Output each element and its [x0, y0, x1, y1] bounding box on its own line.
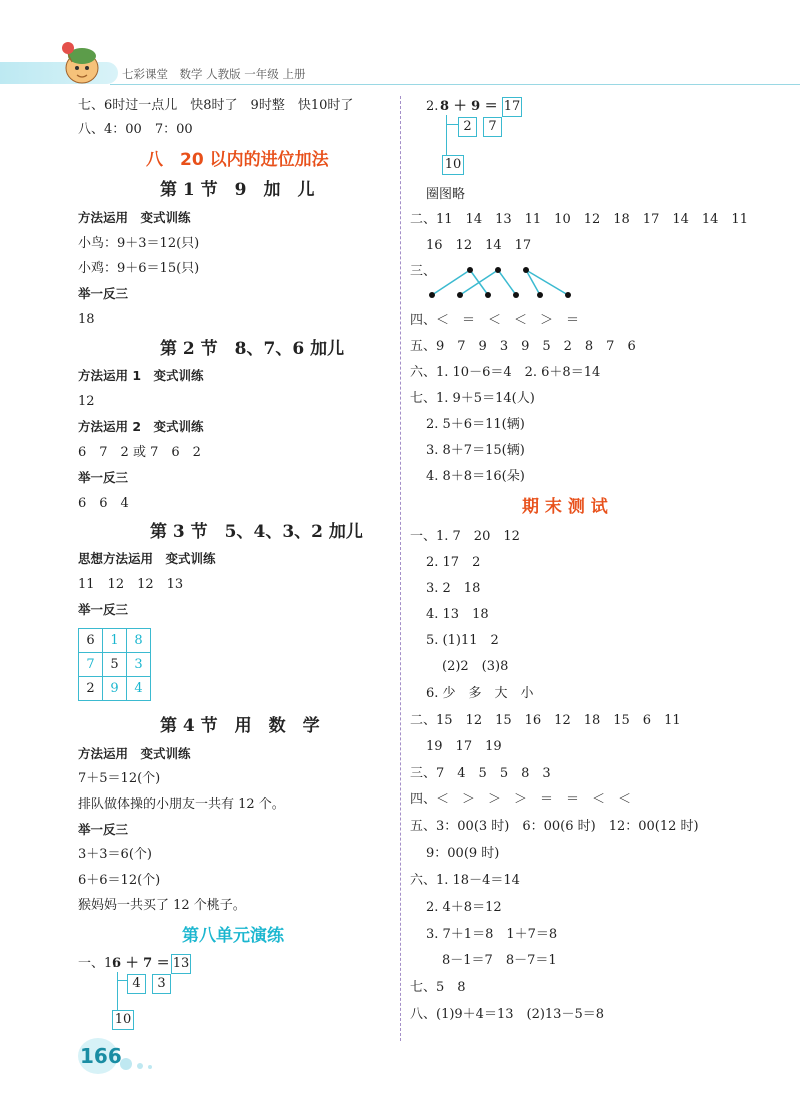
page-number: 166 [80, 1044, 122, 1068]
answer-line: 8－1＝7 8－7＝1 [442, 953, 557, 968]
answer-line: 四、＜ ＞ ＞ ＞ ＝ ＝ ＜ ＜ [410, 792, 632, 807]
answer-line: 小鸟：9＋3＝12(只) [78, 236, 200, 251]
connector-line [117, 972, 118, 1010]
answer-line: 11 12 12 13 [78, 577, 184, 592]
header-title: 七彩课堂 数学 人教版 一年级 上册 [122, 67, 306, 81]
result-box: 13 [171, 954, 191, 974]
grid-cell: 6 [79, 629, 103, 653]
exercise-prefix: 2. [426, 99, 439, 114]
unit-title: 第八单元演练 [182, 926, 284, 946]
matching-diagram [420, 262, 580, 302]
subheading: 思想方法运用 变式训练 [78, 551, 216, 566]
answer-line: 2. 17 2 [426, 555, 481, 570]
part-box: 10 [442, 155, 464, 175]
grid-cell: 9 [103, 677, 127, 701]
answer-line: 6＋6＝12(个) [78, 873, 161, 888]
answer-line: 3＋3＝6(个) [78, 847, 152, 862]
answer-line: 5. (1)11 2 [426, 633, 499, 648]
answer-line: 四、＜ ＝ ＜ ＜ ＞ ＝ [410, 313, 580, 328]
subheading: 方法运用 变式训练 [78, 746, 191, 761]
answer-line: 3. 7＋1＝8 1＋7＝8 [426, 927, 558, 942]
answer-line: 猴妈妈一共买了 12 个桃子。 [78, 898, 246, 913]
part-box: 7 [483, 117, 502, 137]
grid-cell: 3 [127, 653, 151, 677]
answer-line: 排队做体操的小朋友一共有 12 个。 [78, 797, 285, 812]
section-title: 第 4 节 用 数 学 [160, 716, 320, 736]
header-underline [110, 84, 800, 85]
answer-line: 一、1. 7 20 12 [410, 529, 520, 544]
answer-line: 五、3：00(3 时) 6：00(6 时) 12：00(12 时) [410, 819, 699, 834]
answer-line: 2. 4＋8＝12 [426, 900, 502, 915]
column-divider [400, 96, 401, 1041]
grid-cell: 8 [127, 629, 151, 653]
chapter-title: 八 20 以内的进位加法 [146, 150, 329, 170]
answer-line: 6. 少 多 大 小 [426, 686, 534, 701]
mascot-icon [56, 40, 106, 88]
answer-line: 二、15 12 15 16 12 18 15 6 11 [410, 713, 681, 728]
connector-line [446, 115, 447, 155]
answer-line: 6 7 2 或 7 6 2 [78, 445, 201, 460]
answer-line: 4. 8＋8＝16(朵) [426, 469, 525, 484]
subheading: 举一反三 [78, 470, 129, 485]
answer-line: (2)2 (3)8 [442, 659, 509, 674]
result-box: 17 [502, 97, 522, 117]
answer-line: 七、1. 9＋5＝14(人) [410, 391, 535, 406]
grid-cell: 4 [127, 677, 151, 701]
exercise-prefix: 一、1. [78, 956, 117, 971]
answer-line: 七、6时过一点儿 快8时了 9时整 快10时了 [78, 98, 354, 113]
section-title: 第 1 节 9 加 儿 [160, 180, 315, 200]
part-box: 4 [127, 974, 146, 994]
answer-line: 圈图略 [426, 187, 466, 202]
answer-line: 六、1. 10－6＝4 2. 6＋8＝14 [410, 365, 601, 380]
answer-line: 二、11 14 13 11 10 12 18 17 14 14 11 [410, 212, 748, 227]
answer-line: 18 [78, 312, 95, 327]
connector-line [117, 980, 127, 981]
subheading: 举一反三 [78, 822, 129, 837]
part-box: 10 [112, 1010, 134, 1030]
grid-cell: 7 [79, 653, 103, 677]
magic-square-grid [78, 628, 151, 701]
equation: 8 ＋ 9 ＝ [440, 99, 498, 114]
answer-line: 七、5 8 [410, 980, 466, 995]
part-box: 3 [152, 974, 171, 994]
answer-line: 9：00(9 时) [426, 846, 500, 861]
answer-line: 八、(1)9＋4＝13 (2)13－5＝8 [410, 1007, 604, 1022]
answer-line: 三、 [410, 264, 437, 279]
section-title: 第 2 节 8、7、6 加儿 [160, 339, 345, 359]
answer-line: 五、9 7 9 3 9 5 2 8 7 6 [410, 339, 636, 354]
answer-line: 3. 2 18 [426, 581, 481, 596]
answer-line: 12 [78, 394, 95, 409]
part-box: 2 [458, 117, 477, 137]
grid-cell: 5 [103, 653, 127, 677]
equation: 6 ＋ 7 ＝ [112, 956, 170, 971]
connector-line [446, 124, 458, 125]
answer-line: 19 17 19 [426, 739, 502, 754]
subheading: 方法运用 变式训练 [78, 210, 191, 225]
final-test-title: 期 末 测 试 [522, 497, 608, 517]
answer-line: 2. 5＋6＝11(辆) [426, 417, 525, 432]
section-title: 第 3 节 5、4、3、2 加儿 [150, 522, 363, 542]
subheading: 举一反三 [78, 286, 129, 301]
answer-line: 3. 8＋7＝15(辆) [426, 443, 525, 458]
answer-line: 6 6 4 [78, 496, 129, 511]
answer-line: 小鸡：9＋6＝15(只) [78, 261, 200, 276]
answer-line: 16 12 14 17 [426, 238, 532, 253]
grid-cell: 1 [103, 629, 127, 653]
answer-line: 八、4：00 7：00 [78, 122, 193, 137]
subheading: 方法运用 1 变式训练 [78, 368, 204, 383]
answer-line: 六、1. 18－4＝14 [410, 873, 520, 888]
subheading: 举一反三 [78, 602, 129, 617]
answer-line: 4. 13 18 [426, 607, 489, 622]
answer-line: 三、7 4 5 5 8 3 [410, 766, 551, 781]
answer-line: 7＋5＝12(个) [78, 771, 161, 786]
grid-cell: 2 [79, 677, 103, 701]
subheading: 方法运用 2 变式训练 [78, 419, 204, 434]
